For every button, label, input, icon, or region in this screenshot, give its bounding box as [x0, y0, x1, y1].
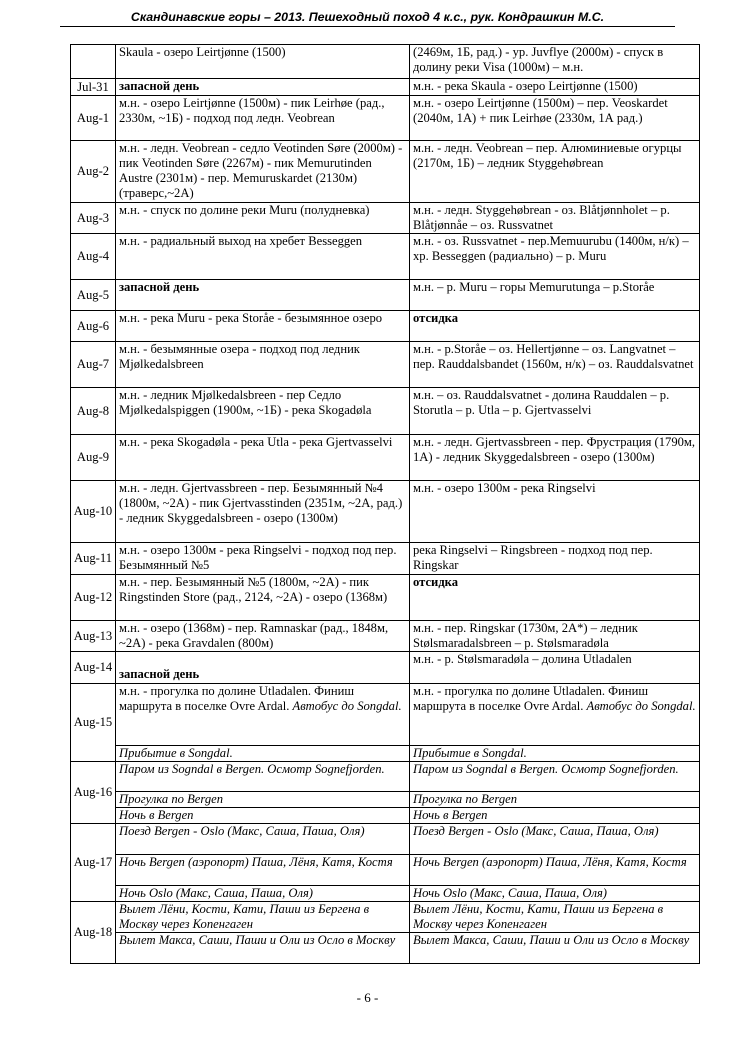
table-row [71, 342, 700, 388]
actual-cell [410, 45, 700, 79]
cell-text: запасной день [119, 280, 200, 294]
cell-text: Skaula - озеро Leirtjønne (1500) [119, 45, 286, 59]
cell-text: Ночь Bergen (аэропорт) Паша, Лёня, Катя, Костя [119, 855, 393, 869]
table-row [71, 388, 700, 435]
table-row [71, 808, 700, 824]
actual-cell [410, 575, 700, 621]
actual-cell [410, 902, 700, 933]
itinerary-table [70, 44, 700, 964]
date-cell: Aug-13 [71, 621, 116, 652]
table-row [71, 824, 700, 855]
cell-text: Ночь Oslo (Макс, Саша, Паша, Оля) [119, 886, 314, 900]
plan-cell [116, 792, 410, 808]
cell-text: м.н. - озеро 1300м - река Ringselvi - подход под пер. Безымянный №5 [119, 543, 397, 572]
actual-cell [410, 543, 700, 575]
cell-text: м.н. - прогулка по долине Utladalen. Финиш маршрута в поселке Ovre Ardal. [413, 684, 649, 713]
table-row [71, 855, 700, 886]
actual-cell [410, 808, 700, 824]
cell-text: (2469м, 1Б, рад.) - ур. Juvflye (2000м) - спуск в долину реки Visa (1000м) – м.н. [413, 45, 664, 74]
cell-text: Поезд Bergen - Oslo (Макс, Саша, Паша, Оля) [119, 824, 365, 838]
cell-text: Автобус до Songdal. [292, 699, 402, 713]
date-cell: Aug-4 [71, 234, 116, 280]
date-cell: Aug-1 [71, 96, 116, 141]
actual-cell [410, 141, 700, 203]
date-cell: Aug-3 [71, 203, 116, 234]
cell-text: Вылет Лёни, Кости, Кати, Паши из Бергена в Москву через Копенгаген [413, 902, 664, 931]
cell-text: м.н. - озеро Leirtjønne (1500м) - пик Leirhøe (рад., 2330м, ~1Б) - подход под ледн. Veobrean [119, 96, 385, 125]
cell-text: Вылет Макса, Саши, Паши и Оли из Осло в Москву [413, 933, 690, 947]
actual-cell [410, 311, 700, 342]
table-row [71, 886, 700, 902]
cell-text: Поезд Bergen - Oslo (Макс, Саша, Паша, Оля) [413, 824, 659, 838]
cell-text: м.н. - спуск по долине реки Muru (полудневка) [119, 203, 370, 217]
cell-text: Прибытие в Songdal. [413, 746, 527, 760]
table-row [71, 902, 700, 933]
itinerary-body [71, 45, 700, 964]
plan-cell [116, 45, 410, 79]
cell-text: Вылет Макса, Саши, Паши и Оли из Осло в Москву [119, 933, 396, 947]
cell-text: м.н. - ледник Mjølkedalsbreen - пер Седло Mjølkedalspiggen (1900м, ~1Б) - река Skogadøla [119, 388, 372, 417]
actual-cell [410, 234, 700, 280]
actual-cell [410, 481, 700, 543]
plan-cell [116, 435, 410, 481]
cell-text: м.н. - река Muru - река Storåe - безымянное озеро [119, 311, 383, 325]
plan-cell [116, 933, 410, 964]
date-cell: Aug-8 [71, 388, 116, 435]
plan-cell [116, 203, 410, 234]
cell-text: отсидка [413, 575, 459, 589]
cell-text: м.н. - река Skogadøla - река Utla - река Gjertvasselvi [119, 435, 393, 449]
cell-text: м.н. - озеро 1300м - река Ringselvi [413, 481, 596, 495]
plan-cell [116, 808, 410, 824]
actual-cell [410, 824, 700, 855]
plan-cell [116, 762, 410, 792]
cell-text: запасной день [119, 667, 200, 681]
cell-text: м.н. - ледн. Gjertvassbreen - пер. Фрустрация (1790м, 1А) - ледник Skyggedalsbreen - озеро (1300м) [413, 435, 696, 464]
actual-cell [410, 280, 700, 311]
cell-text: м.н. - оз. Russvatnet - пер.Memuurubu (1400м, н/к) – хр. Besseggen (радиально) – р. Muru [413, 234, 689, 263]
table-row [71, 933, 700, 964]
date-cell: Aug-17 [71, 824, 116, 902]
actual-cell [410, 435, 700, 481]
plan-cell [116, 388, 410, 435]
table-row [71, 792, 700, 808]
actual-cell [410, 96, 700, 141]
actual-cell [410, 388, 700, 435]
plan-cell [116, 746, 410, 762]
table-row [71, 684, 700, 746]
plan-cell [116, 902, 410, 933]
plan-cell [116, 575, 410, 621]
plan-cell [116, 342, 410, 388]
table-row [71, 543, 700, 575]
plan-cell [116, 311, 410, 342]
page-header: Скандинавские горы – 2013. Пешеходный поход 4 к.с., рук. Кондрашкин М.С. [60, 10, 675, 27]
actual-cell [410, 792, 700, 808]
plan-cell [116, 481, 410, 543]
cell-text: Автобус до Songdal. [586, 699, 696, 713]
cell-text: м.н. - ледн. Veobrean - седло Veotinden Søre (2000м) - пик Veotinden Søre (2267м) - пик Memurutinden Austre (2301м) - пер. Memuruskardet (2130м) (траверс,~2А) [119, 141, 403, 200]
actual-cell [410, 652, 700, 684]
table-row [71, 45, 700, 79]
date-cell: Aug-10 [71, 481, 116, 543]
date-cell: Aug-9 [71, 435, 116, 481]
page-number: - 6 - [356, 990, 379, 1005]
cell-text: запасной день [119, 79, 200, 93]
actual-cell [410, 933, 700, 964]
cell-text: м.н. - р.Storåe – оз. Hellertjønne – оз. Langvatnet – пер. Rauddalsbandet (1560м, н/к) – оз. Rauddalsvatnet [413, 342, 694, 371]
table-row [71, 621, 700, 652]
table-row [71, 762, 700, 792]
plan-cell [116, 141, 410, 203]
cell-text: Прибытие в Songdal. [119, 746, 233, 760]
table-row [71, 481, 700, 543]
cell-text: м.н. - прогулка по долине Utladalen. Финиш маршрута в поселке Ovre Ardal. [119, 684, 355, 713]
cell-text: м.н. - р. Stølsmaradøla – долина Utladalen [413, 652, 632, 666]
cell-text: м.н. - ледн. Veobrean – пер. Алюминиевые огурцы (2170м, 1Б) – ледник Styggehøbrean [413, 141, 682, 170]
cell-text: Паром из Sogndal в Bergen. Осмотр Sognefjorden. [119, 762, 385, 776]
table-row [71, 141, 700, 203]
actual-cell [410, 855, 700, 886]
plan-cell [116, 886, 410, 902]
table-row [71, 96, 700, 141]
blank-line [119, 652, 406, 667]
plan-cell [116, 855, 410, 886]
date-cell [71, 45, 116, 79]
cell-text: Ночь в Bergen [413, 808, 488, 822]
table-row [71, 234, 700, 280]
table-row [71, 746, 700, 762]
date-cell: Aug-18 [71, 902, 116, 964]
date-cell: Aug-5 [71, 280, 116, 311]
actual-cell [410, 203, 700, 234]
plan-cell [116, 234, 410, 280]
date-cell: Aug-11 [71, 543, 116, 575]
cell-text: м.н. - радиальный выход на хребет Besseggen [119, 234, 363, 248]
actual-cell [410, 684, 700, 746]
date-cell: Aug-7 [71, 342, 116, 388]
cell-text: Прогулка по Bergen [119, 792, 224, 806]
plan-cell [116, 652, 410, 684]
actual-cell [410, 886, 700, 902]
cell-text: отсидка [413, 311, 459, 325]
plan-cell [116, 824, 410, 855]
plan-cell [116, 543, 410, 575]
date-cell: Aug-12 [71, 575, 116, 621]
date-cell: Aug-16 [71, 762, 116, 824]
actual-cell [410, 342, 700, 388]
date-cell: Aug-2 [71, 141, 116, 203]
table-row [71, 203, 700, 234]
plan-cell [116, 621, 410, 652]
date-cell: Aug-14 [71, 652, 116, 684]
cell-text: м.н. - озеро (1368м) - пер. Ramnaskar (рад., 1848м, ~2А) - река Gravdalen (800м) [119, 621, 389, 650]
date-cell: Aug-6 [71, 311, 116, 342]
cell-text: м.н. - ледн. Gjertvassbreen - пер. Безымянный №4 (1800м, ~2А) - пик Gjertvasstinden (2351м, ~2А, рад.) - ледник Skyggedalsbreen - озеро (1300м) [119, 481, 403, 525]
date-cell: Jul-31 [71, 79, 116, 96]
cell-text: Прогулка по Bergen [413, 792, 518, 806]
cell-text: м.н. - безымянные озера - подход под ледник Mjølkedalsbreen [119, 342, 360, 371]
table-row [71, 311, 700, 342]
actual-cell [410, 79, 700, 96]
cell-text: м.н. - пер. Ringskar (1730м, 2А*) – ледник Stølsmaradalsbreen – р. Stølsmaradøla [413, 621, 638, 650]
cell-text: м.н. - река Skaula - озеро Leirtjønne (1500) [413, 79, 638, 93]
plan-cell [116, 79, 410, 96]
cell-text: м.н. - пер. Безымянный №5 (1800м, ~2А) - пик Ringstinden Store (рад., 2124, ~2А) - озеро (1368м) [119, 575, 388, 604]
actual-cell [410, 762, 700, 792]
table-row [71, 280, 700, 311]
cell-text: Ночь в Bergen [119, 808, 194, 822]
table-row [71, 575, 700, 621]
cell-text: м.н. - озеро Leirtjønne (1500м) – пер. Veoskardet (2040м, 1А) + пик Leirhøe (2330м, 1А рад.) [413, 96, 668, 125]
plan-cell [116, 684, 410, 746]
cell-text: Паром из Sogndal в Bergen. Осмотр Sognefjorden. [413, 762, 679, 776]
cell-text: река Ringselvi – Ringsbreen - подход под пер. Ringskar [413, 543, 653, 572]
date-cell: Aug-15 [71, 684, 116, 762]
actual-cell [410, 621, 700, 652]
table-row [71, 652, 700, 684]
plan-cell [116, 280, 410, 311]
table-row [71, 79, 700, 96]
cell-text: м.н. - ледн. Styggehøbrean - оз. Blåtjønnholet – р. Blåtjønnåe – оз. Russvatnet [413, 203, 670, 232]
cell-text: Ночь Oslo (Макс, Саша, Паша, Оля) [413, 886, 608, 900]
cell-text: Вылет Лёни, Кости, Кати, Паши из Бергена в Москву через Копенгаген [119, 902, 370, 931]
table-row [71, 435, 700, 481]
cell-text: м.н. – р. Muru – горы Memurutunga – р.Storåe [413, 280, 655, 294]
cell-text: Ночь Bergen (аэропорт) Паша, Лёня, Катя, Костя [413, 855, 687, 869]
plan-cell [116, 96, 410, 141]
actual-cell [410, 746, 700, 762]
cell-text: м.н. – оз. Rauddalsvatnet - долина Rauddalen – р. Storutla – р. Utla – р. Gjertvasselvi [413, 388, 670, 417]
